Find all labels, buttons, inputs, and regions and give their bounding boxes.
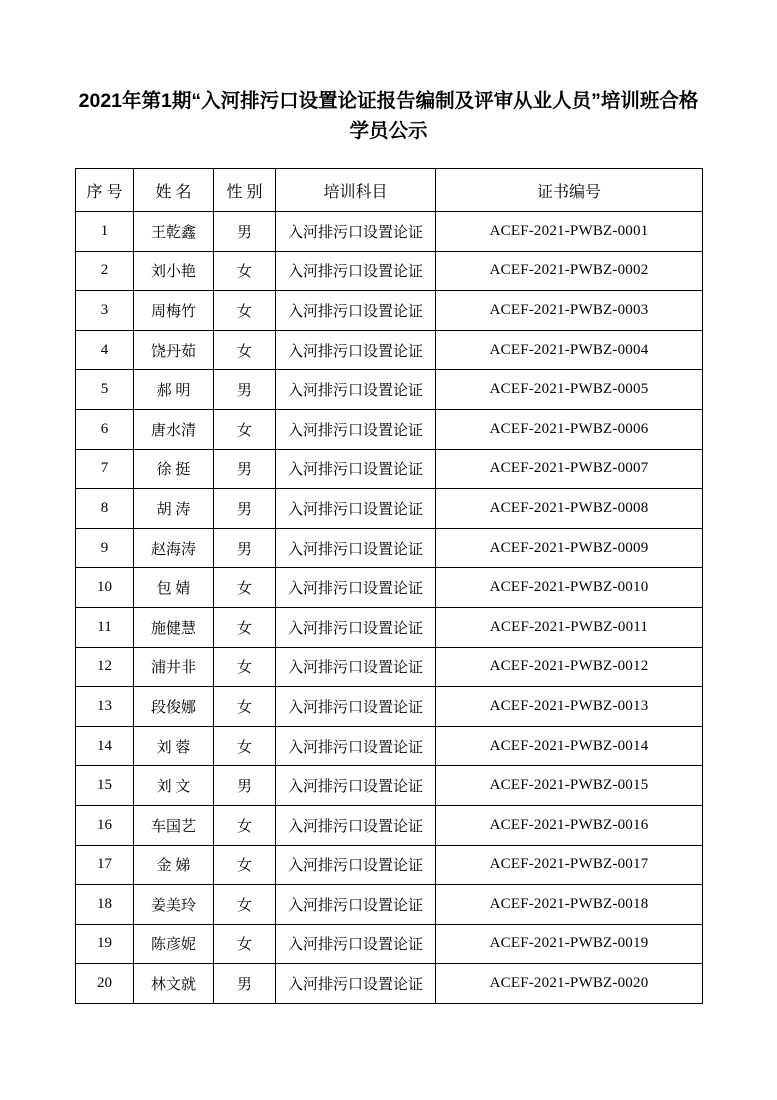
cell-name: 刘 蓉	[134, 726, 214, 766]
table-row	[76, 568, 703, 608]
cell-name: 唐水清	[134, 409, 214, 449]
cell-sex: 女	[214, 330, 276, 370]
cell-sex: 女	[214, 291, 276, 331]
cell-subject: 入河排污口设置论证	[276, 568, 436, 608]
cell-subject: 入河排污口设置论证	[276, 805, 436, 845]
cell-sex: 女	[214, 607, 276, 647]
cell-cert: ACEF-2021-PWBZ-0009	[436, 528, 703, 568]
cell-subject: 入河排污口设置论证	[276, 924, 436, 964]
cell-sex: 女	[214, 687, 276, 727]
table-header	[76, 169, 703, 212]
column-header-name: 姓 名	[134, 169, 214, 212]
cell-name: 林文就	[134, 964, 214, 1004]
cell-index: 14	[76, 726, 134, 766]
table-row	[76, 330, 703, 370]
column-header-cert: 证书编号	[436, 169, 703, 212]
table-row	[76, 449, 703, 489]
cell-name: 刘 文	[134, 766, 214, 806]
cell-name: 车国艺	[134, 805, 214, 845]
table-row	[76, 766, 703, 806]
cell-name: 刘小艳	[134, 251, 214, 291]
cell-index: 20	[76, 964, 134, 1004]
cell-name: 胡 涛	[134, 489, 214, 529]
cell-sex: 女	[214, 845, 276, 885]
cell-index: 16	[76, 805, 134, 845]
cell-sex: 男	[214, 212, 276, 252]
cell-name: 徐 挺	[134, 449, 214, 489]
cell-sex: 女	[214, 924, 276, 964]
table-row	[76, 647, 703, 687]
cell-subject: 入河排污口设置论证	[276, 607, 436, 647]
cell-subject: 入河排污口设置论证	[276, 330, 436, 370]
cell-cert: ACEF-2021-PWBZ-0001	[436, 212, 703, 252]
cell-cert: ACEF-2021-PWBZ-0006	[436, 409, 703, 449]
cell-index: 5	[76, 370, 134, 410]
cell-subject: 入河排污口设置论证	[276, 251, 436, 291]
table-row	[76, 212, 703, 252]
cell-name: 陈彦妮	[134, 924, 214, 964]
table-row	[76, 885, 703, 925]
cell-subject: 入河排污口设置论证	[276, 726, 436, 766]
cell-cert: ACEF-2021-PWBZ-0017	[436, 845, 703, 885]
page-title: 2021年第1期“入河排污口设置论证报告编制及评审从业人员”培训班合格学员公示	[78, 90, 699, 142]
cell-name: 姜美玲	[134, 885, 214, 925]
table-row	[76, 291, 703, 331]
cell-cert: ACEF-2021-PWBZ-0014	[436, 726, 703, 766]
cell-subject: 入河排污口设置论证	[276, 885, 436, 925]
cell-subject: 入河排污口设置论证	[276, 291, 436, 331]
cell-cert: ACEF-2021-PWBZ-0018	[436, 885, 703, 925]
cell-sex: 女	[214, 568, 276, 608]
cell-index: 18	[76, 885, 134, 925]
cell-subject: 入河排污口设置论证	[276, 766, 436, 806]
cell-cert: ACEF-2021-PWBZ-0005	[436, 370, 703, 410]
cell-sex: 女	[214, 647, 276, 687]
roster-table	[75, 168, 703, 1004]
cell-index: 19	[76, 924, 134, 964]
table-row	[76, 489, 703, 529]
cell-name: 周梅竹	[134, 291, 214, 331]
table-row	[76, 251, 703, 291]
cell-subject: 入河排污口设置论证	[276, 449, 436, 489]
cell-name: 浦井非	[134, 647, 214, 687]
cell-cert: ACEF-2021-PWBZ-0008	[436, 489, 703, 529]
cell-subject: 入河排污口设置论证	[276, 409, 436, 449]
cell-subject: 入河排污口设置论证	[276, 212, 436, 252]
cell-cert: ACEF-2021-PWBZ-0016	[436, 805, 703, 845]
table-row	[76, 607, 703, 647]
cell-name: 郝 明	[134, 370, 214, 410]
cell-sex: 男	[214, 489, 276, 529]
cell-index: 15	[76, 766, 134, 806]
cell-cert: ACEF-2021-PWBZ-0015	[436, 766, 703, 806]
cell-cert: ACEF-2021-PWBZ-0004	[436, 330, 703, 370]
cell-subject: 入河排污口设置论证	[276, 370, 436, 410]
cell-cert: ACEF-2021-PWBZ-0007	[436, 449, 703, 489]
table-row	[76, 964, 703, 1004]
cell-name: 饶丹茹	[134, 330, 214, 370]
table-row	[76, 687, 703, 727]
cell-subject: 入河排污口设置论证	[276, 687, 436, 727]
cell-sex: 女	[214, 726, 276, 766]
cell-sex: 女	[214, 885, 276, 925]
cell-sex: 男	[214, 528, 276, 568]
column-header-index: 序 号	[76, 169, 134, 212]
cell-index: 11	[76, 607, 134, 647]
cell-sex: 男	[214, 766, 276, 806]
cell-name: 金 娣	[134, 845, 214, 885]
cell-sex: 女	[214, 805, 276, 845]
table-row	[76, 845, 703, 885]
table-header-row	[76, 169, 703, 212]
cell-subject: 入河排污口设置论证	[276, 647, 436, 687]
cell-subject: 入河排污口设置论证	[276, 489, 436, 529]
cell-cert: ACEF-2021-PWBZ-0010	[436, 568, 703, 608]
table-row	[76, 370, 703, 410]
cell-index: 10	[76, 568, 134, 608]
cell-cert: ACEF-2021-PWBZ-0002	[436, 251, 703, 291]
cell-subject: 入河排污口设置论证	[276, 528, 436, 568]
cell-cert: ACEF-2021-PWBZ-0003	[436, 291, 703, 331]
column-header-sex: 性 别	[214, 169, 276, 212]
table-row	[76, 528, 703, 568]
cell-sex: 男	[214, 964, 276, 1004]
cell-name: 包 婧	[134, 568, 214, 608]
cell-name: 王乾鑫	[134, 212, 214, 252]
cell-index: 13	[76, 687, 134, 727]
cell-index: 17	[76, 845, 134, 885]
cell-index: 9	[76, 528, 134, 568]
cell-cert: ACEF-2021-PWBZ-0013	[436, 687, 703, 727]
cell-index: 2	[76, 251, 134, 291]
cell-name: 施健慧	[134, 607, 214, 647]
cell-name: 段俊娜	[134, 687, 214, 727]
roster-table-container	[75, 168, 702, 1004]
cell-index: 7	[76, 449, 134, 489]
cell-cert: ACEF-2021-PWBZ-0011	[436, 607, 703, 647]
table-row	[76, 924, 703, 964]
cell-cert: ACEF-2021-PWBZ-0020	[436, 964, 703, 1004]
column-header-subject: 培训科目	[276, 169, 436, 212]
table-row	[76, 726, 703, 766]
cell-subject: 入河排污口设置论证	[276, 964, 436, 1004]
table-row	[76, 409, 703, 449]
cell-index: 12	[76, 647, 134, 687]
cell-sex: 男	[214, 449, 276, 489]
table-body	[76, 212, 703, 1004]
cell-sex: 女	[214, 251, 276, 291]
table-row	[76, 805, 703, 845]
cell-cert: ACEF-2021-PWBZ-0019	[436, 924, 703, 964]
cell-sex: 女	[214, 409, 276, 449]
cell-index: 1	[76, 212, 134, 252]
cell-index: 8	[76, 489, 134, 529]
cell-index: 6	[76, 409, 134, 449]
cell-cert: ACEF-2021-PWBZ-0012	[436, 647, 703, 687]
cell-subject: 入河排污口设置论证	[276, 845, 436, 885]
cell-sex: 男	[214, 370, 276, 410]
cell-name: 赵海涛	[134, 528, 214, 568]
cell-index: 3	[76, 291, 134, 331]
cell-index: 4	[76, 330, 134, 370]
